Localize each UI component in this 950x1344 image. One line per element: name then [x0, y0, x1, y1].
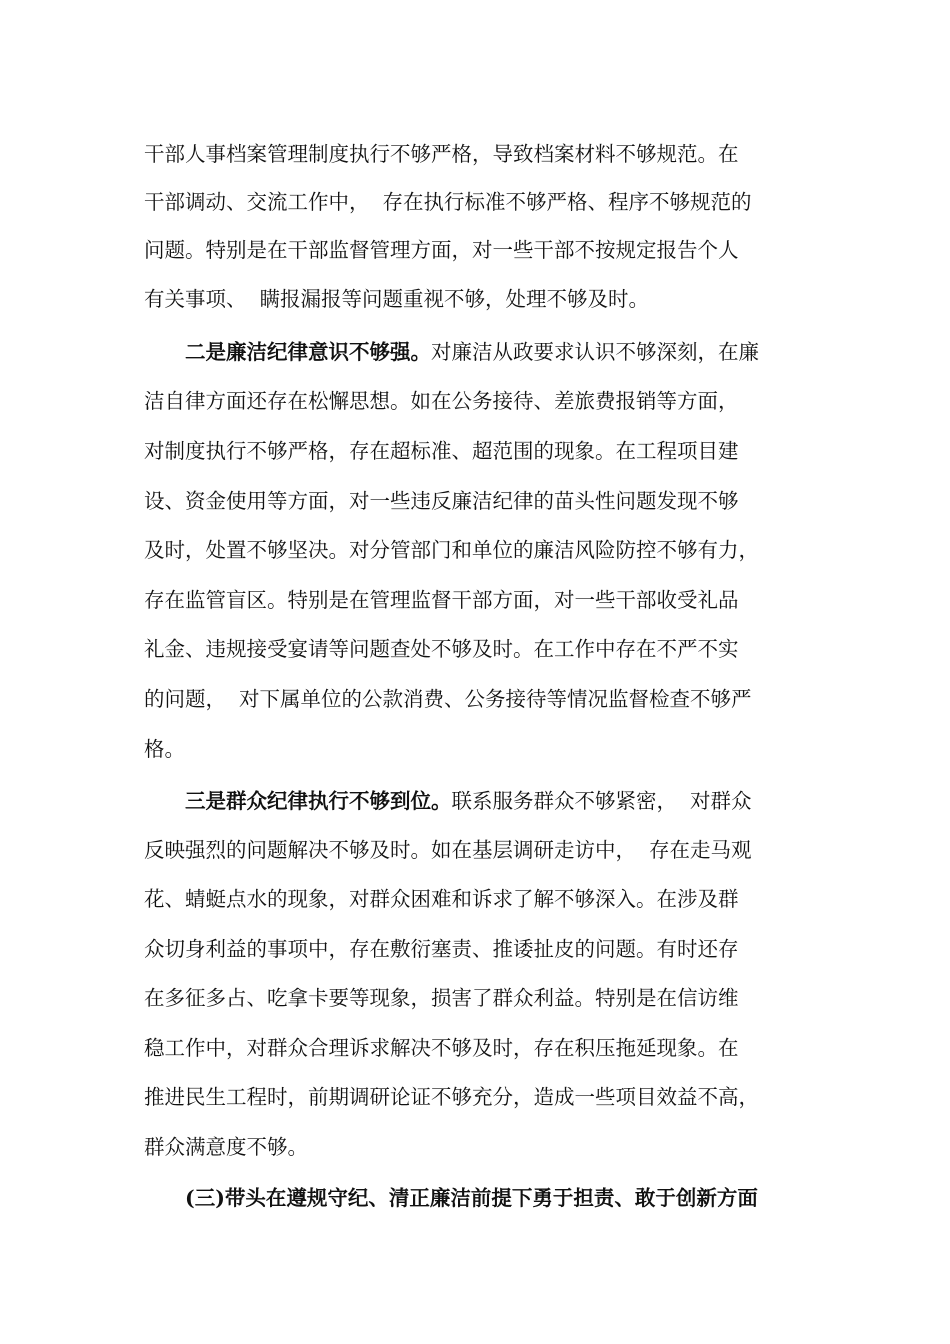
body-line: 问题。特别是在干部监督管理方面，对一些干部不按规定报告个人: [144, 238, 739, 262]
body-line: 有关事项、 瞒报漏报等问题重视不够，处理不够及时。: [144, 287, 650, 311]
body-line: 礼金、违规接受宴请等问题查处不够及时。在工作中存在不严不实: [144, 637, 739, 661]
body-line: 存在监管盲区。特别是在管理监督干部方面，对一些干部收受礼品: [144, 588, 739, 612]
body-line: [185, 787, 815, 815]
body-line: 稳工作中，对群众合理诉求解决不够及时，存在积压拖延现象。在: [144, 1036, 739, 1060]
body-line: 及时，处置不够坚决。对分管部门和单位的廉洁风险防控不够有力，: [144, 538, 759, 562]
body-line: 众切身利益的事项中，存在敷衍塞责、推诿扯皮的问题。有时还存: [144, 937, 739, 961]
body-line: 对制度执行不够严格，存在超标准、超范围的现象。在工程项目建: [144, 439, 739, 463]
paragraph-heading: 三是群众纪律执行不够到位。: [185, 789, 452, 813]
body-line: 格。: [144, 737, 185, 761]
body-line: 花、蜻蜓点水的现象，对群众困难和诉求了解不够深入。在涉及群: [144, 887, 739, 911]
paragraph-heading: 二是廉洁纪律意识不够强。: [185, 340, 431, 364]
body-line: 群众满意度不够。: [144, 1135, 308, 1159]
body-line: 干部调动、交流工作中， 存在执行标准不够严格、程序不够规范的: [144, 190, 752, 214]
body-line: 干部人事档案管理制度执行不够严格，导致档案材料不够规范。在: [144, 142, 739, 166]
section-heading: (三)带头在遵规守纪、清正廉洁前提下勇于担责、敢于创新方面: [185, 1186, 758, 1210]
body-line: 反映强烈的问题解决不够及时。如在基层调研走访中， 存在走马观: [144, 838, 752, 862]
body-line: 在多征多占、吃拿卡要等现象，损害了群众利益。特别是在信访维: [144, 986, 739, 1010]
body-line: 推进民生工程时，前期调研论证不够充分，造成一些项目效益不高，: [144, 1085, 759, 1109]
body-line: 的问题， 对下属单位的公款消费、公务接待等情况监督检查不够严: [144, 687, 752, 711]
body-line: 设、资金使用等方面，对一些违反廉洁纪律的苗头性问题发现不够: [144, 489, 739, 513]
body-line: [185, 338, 815, 366]
body-text: 对廉洁从政要求认识不够深刻，在廉: [431, 340, 759, 364]
body-line: 洁自律方面还存在松懈思想。如在公务接待、差旅费报销等方面，: [144, 389, 739, 413]
body-text: 联系服务群众不够紧密， 对群众: [451, 789, 752, 813]
